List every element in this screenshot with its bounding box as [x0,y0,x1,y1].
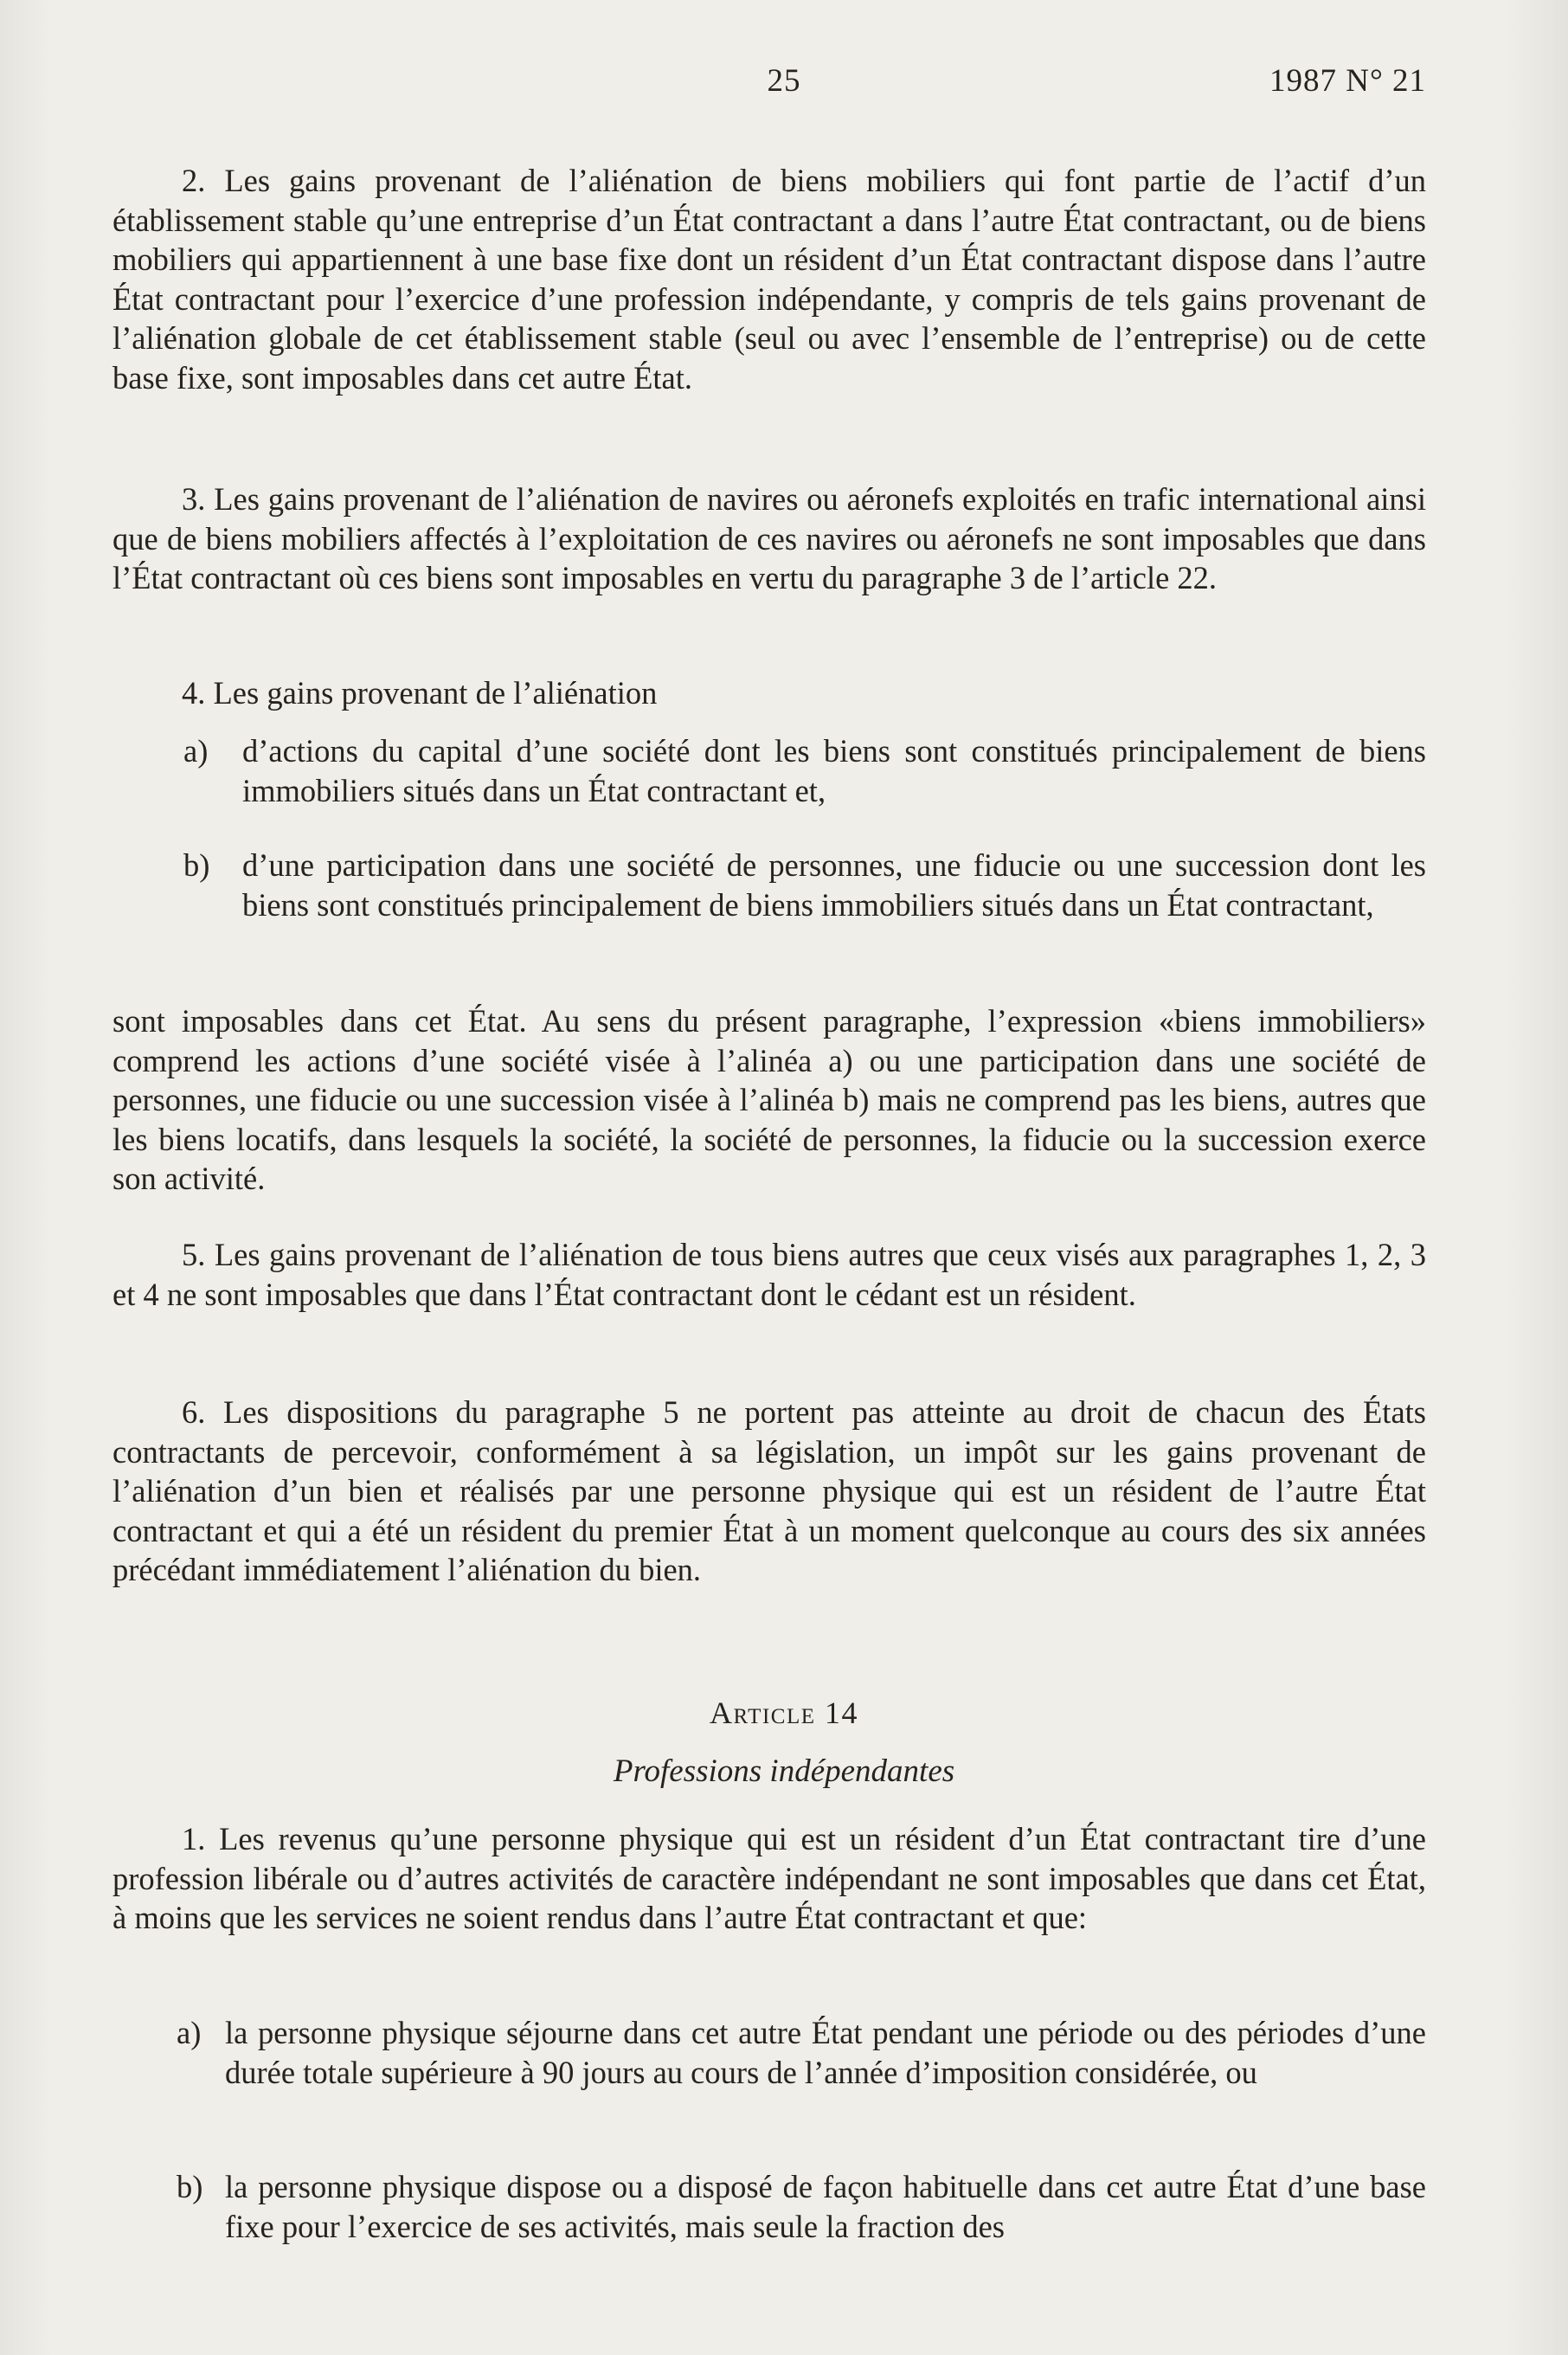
list-item-text: d’une participation dans une société de personnes, une fiducie ou une succession dont les biens sont constitués principalement de biens immobiliers situés dans un État contractant, [242,847,1426,923]
list-item-14a [177,2013,1426,2092]
list-item-label: a) [177,2015,202,2050]
list-item-14b [177,2167,1426,2246]
paragraph-5: 5. Les gains provenant de l’aliénation de tous biens autres que ceux visés aux paragraphes 1, 2, 3 et 4 ne sont imposables que dans l’État contractant dont le cédant est un résident. [112,1237,1426,1312]
document-reference: 1987 N° 21 [1269,63,1426,99]
article-14-paragraph-1: 1. Les revenus qu’une personne physique qui est un résident d’un État contractant tire d’une profession libérale ou d’autres activités de caractère indépendant ne sont imposables que dans cet État, à moins que les services ne soient rendus dans l’autre État contractant et que: [112,1821,1426,1935]
article-subtitle: Professions indépendantes [613,1753,955,1789]
list-item-4a [183,731,1426,810]
list-item-text: d’actions du capital d’une société dont les biens sont constitués principalement de biens immobiliers situés dans un État contractant et, [242,733,1426,808]
paragraph-4-intro: 4. Les gains provenant de l’aliénation [182,675,658,711]
list-item-label: a) [183,733,209,769]
paragraph-6: 6. Les dispositions du paragraphe 5 ne portent pas atteinte au droit de chacun des États contractants de percevoir, conformément à sa législation, un impôt sur les gains provenant de l’aliénation d’un bien et réalisés par une personne physique qui est un résident de l’autre État contractant et qui a été un résident du premier État à un moment quelconque au cours des six années précédant immédiatement l’aliénation du bien. [112,1394,1426,1587]
list-item-text: la personne physique séjourne dans cet autre État pendant une période ou des périodes d’une durée totale supérieure à 90 jours au cours de l’année d’imposition considérée, ou [225,2015,1426,2090]
page-number: 25 [767,63,801,99]
paragraph-2: 2. Les gains provenant de l’aliénation de biens mobiliers qui font partie de l’actif d’un établissement stable qu’une entreprise d’un État contractant a dans l’autre État contractant, ou de biens mobiliers qui appartiennent à une base fixe dont un résident d’un État contractant dispose dans l’autre État contractant pour l’exercice d’une profession indépendante, y compris de tels gains provenant de l’aliénation globale de cet établissement stable (seul ou avec l’ensemble de l’entreprise) ou de cette base fixe, sont imposables dans cet autre État. [112,163,1426,396]
list-item-label: b) [177,2169,203,2204]
list-item-label: b) [183,847,210,883]
article-title: Article 14 [710,1695,858,1730]
paragraph-3: 3. Les gains provenant de l’aliénation de navires ou aéronefs exploités en trafic international ainsi que de biens mobiliers affectés à l’exploitation de ces navires ou aéronefs ne sont imposables que dans l’État contractant où ces biens sont imposables en vertu du paragraphe 3 de l’article 22. [112,481,1426,595]
list-item-4b [183,846,1426,924]
paragraph-4-close: sont imposables dans cet État. Au sens du présent paragraphe, l’expression «biens immobiliers» comprend les actions d’une société visée à l’alinéa a) ou une participation dans une société de personnes, une fiducie ou une succession visée à l’alinéa b) mais ne comprend pas les biens, autres que les biens locatifs, dans lesquels la société, la société de personnes, la fiducie ou la succession exerce son activité. [112,1003,1426,1196]
list-item-text: la personne physique dispose ou a disposé de façon habituelle dans cet autre État d’une base fixe pour l’exercice de ses activités, mais seule la fraction des [225,2169,1426,2244]
